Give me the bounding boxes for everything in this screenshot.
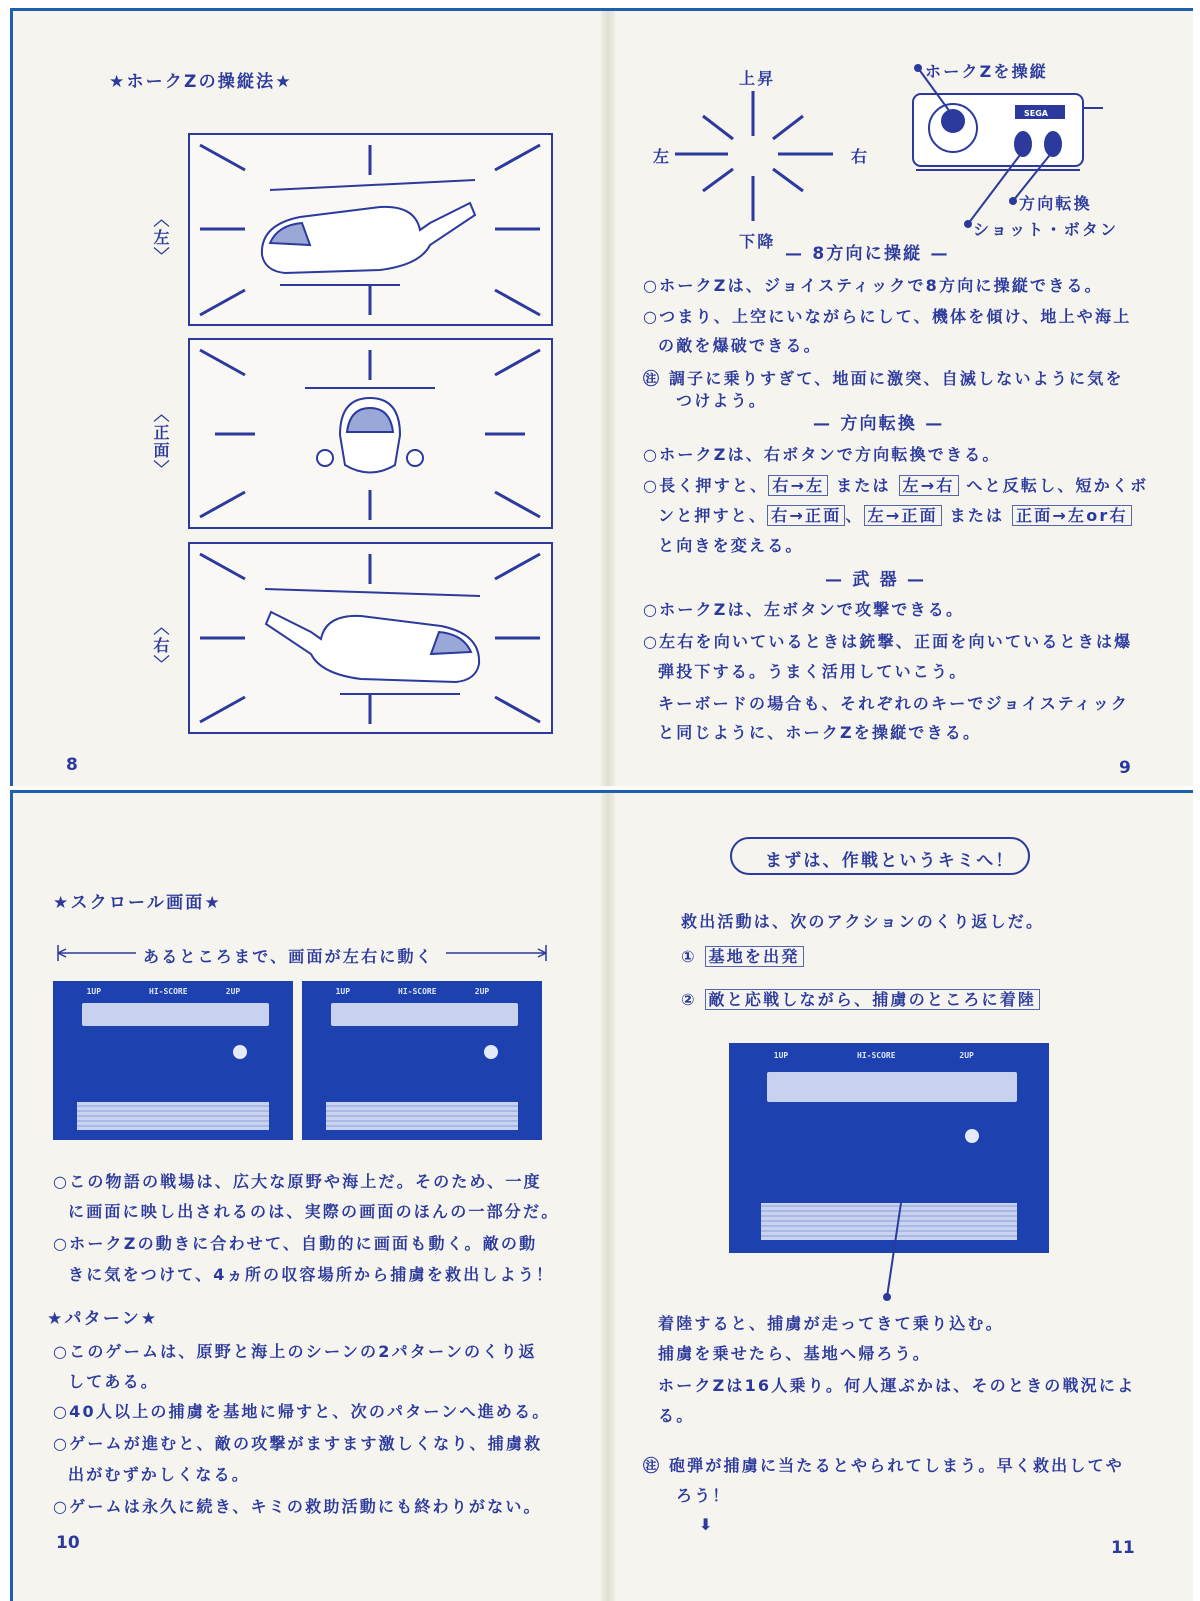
eight-direction-caption: — 8方向に操縦 — [785,244,950,264]
page-number-10: 10 [56,1533,80,1553]
text-line: ○ホークZは、ジョイスティックで8方向に操縦できる。 [643,276,1103,295]
text-line: ○ホークZは、右ボタンで方向転換できる。 [643,445,1001,464]
heading-weapons: — 武 器 — [825,570,927,590]
text-line: ○つまり、上空にいながらにして、機体を傾け、地上や海上 [643,307,1132,326]
text-line: してある。 [68,1372,160,1391]
step-2 [681,987,1040,1010]
view-label-front: 〈正面〉 [151,406,170,478]
hud-2up: 2UP [474,987,490,997]
text-line: ○この物語の戦場は、広大な原野や海上だ。そのため、一度 [53,1172,542,1191]
text-line: に画面に映し出されるのは、実際の画面のほんの一部分だ。 [68,1202,560,1221]
binding-gutter [601,11,615,786]
hud-bar [331,1003,518,1025]
key-left-to-front: 左→正面 [864,505,942,526]
direction-up-label: 上昇 [739,69,776,88]
note-line: ㊟ 調子に乗りすぎて、地面に激突、自滅しないように気を [643,369,1124,388]
text-line: ○ホークZは、左ボタンで攻撃できる。 [643,600,965,619]
direction-down-label: 下降 [739,232,776,251]
step-1 [681,944,804,967]
callout-joystick: ホークZを操縦 [925,62,1049,81]
text-line: キーボードの場合も、それぞれのキーでジョイスティック [658,694,1130,713]
text-line: 弾投下する。うまく活用していこう。 [658,662,968,681]
text-line: 着陸すると、捕虜が走ってきて乗り込む。 [658,1314,1004,1333]
text-fragment: または [941,506,1012,525]
ground-strip [326,1102,518,1131]
text-fragment: ○長く押すと、 [643,476,769,495]
step-text: 基地を出発 [705,946,804,967]
intro-line: 救出活動は、次のアクションのくり返しだ。 [681,912,1045,931]
text-line: 出がむずかしくなる。 [68,1465,251,1484]
hud-hiscore: HI-SCORE [149,987,188,997]
callout-turn-button: 方向転換 [1019,194,1092,213]
view-label-right: 〈右〉 [151,619,170,673]
ground-strip [77,1102,269,1131]
text-line: 捕虜を乗せたら、基地へ帰ろう。 [658,1344,932,1363]
direction-left-label: 左 [653,147,672,166]
down-arrow-icon: ⬇ [699,1515,715,1534]
key-right-to-front: 右→正面 [767,505,845,526]
key-right-to-left: 右→左 [768,475,828,496]
text-fragment: ンと押すと、 [658,506,768,525]
spread-pages-8-9 [10,8,1193,786]
page8-title: ★ホークZの操縦法★ [109,72,293,92]
step-text: 敵と応戦しながら、捕虜のところに着陸 [705,989,1041,1010]
helicopter-left-view-box [188,133,553,326]
page-number-11: 11 [1111,1538,1135,1558]
scroll-caption: あるところまで、画面が左右に動く [143,947,434,966]
text-fragment: へと反転し、短かくボ [958,476,1149,495]
hud-2up: 2UP [225,987,241,997]
hud-1up: 1UP [335,987,351,997]
helicopter-front-illustration [190,340,551,527]
view-label-left: 〈左〉 [151,211,170,265]
step-number: ② [681,990,697,1009]
step-number: ① [681,947,697,966]
text-line: ○左右を向いているときは銃撃、正面を向いているときは爆 [643,632,1133,651]
text-line: ○このゲームは、原野と海上のシーンの2パターンのくり返 [53,1342,537,1361]
hud-1up: 1UP [86,987,102,997]
text-fragment: または [828,476,899,495]
callout-shot-button: ショット・ボタン [973,220,1119,239]
pattern-title: ★パターン★ [47,1309,159,1329]
note-line: ろう！ [676,1486,731,1505]
hud-bar [767,1072,1017,1101]
text-line [643,473,1148,496]
text-line: と向きを変える。 [658,536,804,555]
text-line: ○40人以上の捕虜を基地に帰すと、次のパターンへ進める。 [53,1402,551,1421]
key-left-to-right: 左→右 [899,475,959,496]
game-screenshot-1 [53,981,293,1140]
text-line [658,503,1132,526]
text-line: ホークZは16人乗り。何人運ぶかは、そのときの戦況によ [658,1376,1136,1395]
note-line: ㊟ 砲弾が捕虜に当たるとやられてしまう。早く救出してや [643,1456,1124,1475]
helicopter-left-illustration [190,135,551,324]
helicopter-right-illustration [190,544,551,732]
text-line: ○ホークZの動きに合わせて、自動的に画面も動く。敵の動 [53,1234,538,1253]
text-line: ○ゲームが進むと、敵の攻撃がますます激しくなり、捕虜救 [53,1434,543,1453]
heading-direction-change: — 方向転換 — [813,414,945,434]
direction-right-label: 右 [851,147,870,166]
scroll-screen-title: ★スクロール画面★ [53,893,222,913]
binding-gutter [601,793,615,1601]
moon [965,1129,979,1143]
note-line: つけよう。 [676,391,768,410]
text-line: る。 [658,1406,695,1425]
page-number-8: 8 [66,755,78,775]
bubble-text: まずは、作戦というキミへ！ [765,851,1015,871]
hud-1up: 1UP [773,1051,789,1061]
pointer-line [883,1201,903,1301]
hud-2up: 2UP [959,1051,974,1061]
text-line: の敵を爆破できる。 [658,336,822,355]
hud-bar [82,1003,269,1025]
sega-logo: SEGA [1024,109,1048,118]
moon [233,1045,247,1059]
moon [484,1045,498,1059]
text-fragment: 、 [845,506,864,525]
helicopter-front-view-box [188,338,553,529]
key-front-to-side: 正面→左or右 [1012,505,1132,526]
hud-hiscore: HI-SCORE [857,1051,896,1061]
text-line: ○ゲームは永久に続き、キミの救助活動にも終わりがない。 [53,1497,542,1516]
text-line: きに気をつけて、4ヵ所の収容場所から捕虜を救出しよう！ [68,1265,555,1284]
page-number-9: 9 [1119,758,1131,778]
hud-hiscore: HI-SCORE [398,987,437,997]
spread-pages-10-11 [10,790,1193,1601]
text-line: と同じように、ホークZを操縦できる。 [658,723,982,742]
helicopter-right-view-box [188,542,553,734]
game-screenshot-2 [302,981,542,1140]
